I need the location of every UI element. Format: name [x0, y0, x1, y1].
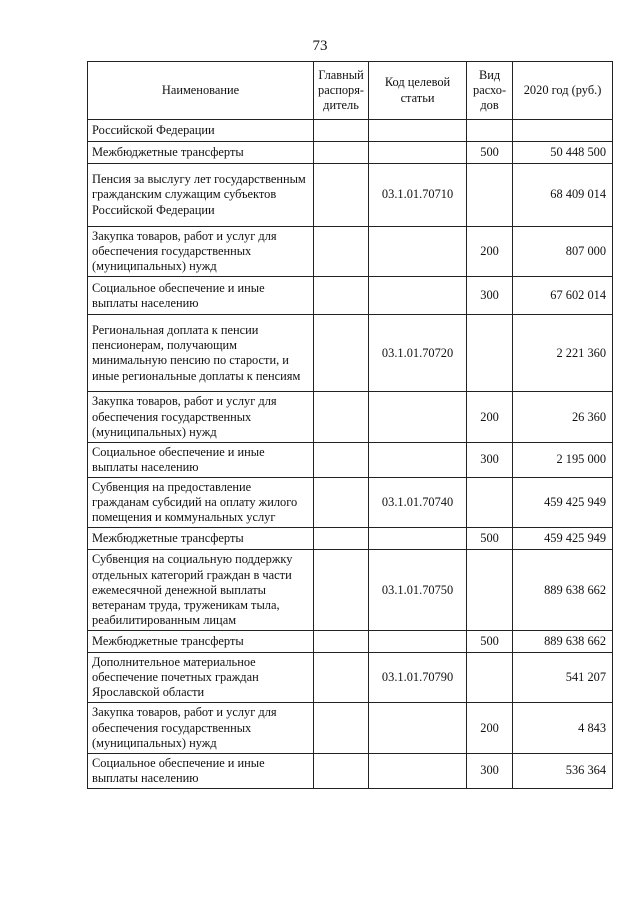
- cell-amount: 50 448 500: [513, 142, 613, 164]
- table-row: [88, 142, 613, 164]
- cell-admin: [314, 631, 369, 653]
- cell-name: Дополнительное материальное обеспечение почетных граждан Ярославской области: [88, 653, 314, 703]
- cell-code: [369, 277, 467, 315]
- cell-type: 500: [467, 528, 513, 550]
- header-admin: Главный распоря-дитель: [314, 62, 369, 120]
- cell-amount: 4 843: [513, 703, 613, 753]
- cell-amount: 807 000: [513, 227, 613, 277]
- cell-name: Пенсия за выслугу лет государственным гражданским служащим субъектов Российской Федерации: [88, 164, 314, 227]
- header-amount: 2020 год (руб.): [513, 62, 613, 120]
- cell-name: Региональная доплата к пенсии пенсионерам, получающим минимальную пенсию по старости, и иные региональные доплаты к пенсиям: [88, 315, 314, 392]
- cell-admin: [314, 442, 369, 477]
- budget-table: [87, 61, 613, 789]
- table-row: [88, 442, 613, 477]
- cell-type: 300: [467, 753, 513, 788]
- table-row: [88, 703, 613, 753]
- cell-type: 200: [467, 703, 513, 753]
- cell-type: 200: [467, 227, 513, 277]
- table-row: [88, 227, 613, 277]
- cell-code: 03.1.01.70720: [369, 315, 467, 392]
- table-row: [88, 164, 613, 227]
- cell-code: [369, 528, 467, 550]
- cell-name: Межбюджетные трансферты: [88, 528, 314, 550]
- table-row: [88, 550, 613, 631]
- cell-type: [467, 315, 513, 392]
- table-row: [88, 315, 613, 392]
- cell-admin: [314, 392, 369, 442]
- cell-name: Закупка товаров, работ и услуг для обеспечения государственных (муниципальных) нужд: [88, 703, 314, 753]
- cell-code: 03.1.01.70790: [369, 653, 467, 703]
- table-body: [88, 120, 613, 789]
- cell-code: 03.1.01.70750: [369, 550, 467, 631]
- cell-code: 03.1.01.70740: [369, 478, 467, 528]
- cell-type: [467, 550, 513, 631]
- table-row: [88, 277, 613, 315]
- cell-amount: 67 602 014: [513, 277, 613, 315]
- table-row: [88, 653, 613, 703]
- cell-type: 200: [467, 392, 513, 442]
- cell-admin: [314, 164, 369, 227]
- cell-name: Социальное обеспечение и иные выплаты населению: [88, 277, 314, 315]
- cell-name: Закупка товаров, работ и услуг для обеспечения государственных (муниципальных) нужд: [88, 392, 314, 442]
- cell-amount: 889 638 662: [513, 631, 613, 653]
- cell-admin: [314, 478, 369, 528]
- cell-code: [369, 631, 467, 653]
- cell-code: [369, 442, 467, 477]
- cell-name: Субвенция на социальную поддержку отдельных категорий граждан в части ежемесячной денежной выплаты ветеранам труда, труженикам тыла, реабилитированным лицам: [88, 550, 314, 631]
- cell-name: Межбюджетные трансферты: [88, 142, 314, 164]
- cell-type: 300: [467, 277, 513, 315]
- cell-amount: 2 221 360: [513, 315, 613, 392]
- table-row: [88, 631, 613, 653]
- cell-admin: [314, 528, 369, 550]
- cell-type: 500: [467, 142, 513, 164]
- cell-name: Российской Федерации: [88, 120, 314, 142]
- cell-type: 500: [467, 631, 513, 653]
- cell-admin: [314, 277, 369, 315]
- cell-name: Закупка товаров, работ и услуг для обеспечения государственных (муниципальных) нужд: [88, 227, 314, 277]
- cell-code: 03.1.01.70710: [369, 164, 467, 227]
- cell-code: [369, 142, 467, 164]
- cell-code: [369, 703, 467, 753]
- cell-admin: [314, 703, 369, 753]
- header-row: [88, 62, 613, 120]
- cell-code: [369, 392, 467, 442]
- cell-code: [369, 227, 467, 277]
- table-header: [88, 62, 613, 120]
- cell-amount: 459 425 949: [513, 528, 613, 550]
- cell-admin: [314, 142, 369, 164]
- cell-type: 300: [467, 442, 513, 477]
- cell-admin: [314, 315, 369, 392]
- table-row: [88, 753, 613, 788]
- cell-admin: [314, 753, 369, 788]
- cell-type: [467, 478, 513, 528]
- cell-amount: 889 638 662: [513, 550, 613, 631]
- cell-name: Субвенция на предоставление гражданам субсидий на оплату жилого помещения и коммунальных услуг: [88, 478, 314, 528]
- cell-amount: 536 364: [513, 753, 613, 788]
- cell-code: [369, 753, 467, 788]
- cell-amount: 68 409 014: [513, 164, 613, 227]
- page-number: 73: [312, 38, 328, 54]
- cell-admin: [314, 120, 369, 142]
- cell-admin: [314, 653, 369, 703]
- cell-amount: 26 360: [513, 392, 613, 442]
- cell-type: [467, 164, 513, 227]
- cell-name: Социальное обеспечение и иные выплаты населению: [88, 442, 314, 477]
- cell-amount: [513, 120, 613, 142]
- cell-name: Социальное обеспечение и иные выплаты населению: [88, 753, 314, 788]
- header-code: Код целевой статьи: [369, 62, 467, 120]
- cell-amount: 541 207: [513, 653, 613, 703]
- header-name: Наименование: [88, 62, 314, 120]
- cell-name: Межбюджетные трансферты: [88, 631, 314, 653]
- table-row: [88, 528, 613, 550]
- cell-type: [467, 653, 513, 703]
- table-row: [88, 120, 613, 142]
- cell-admin: [314, 550, 369, 631]
- table-row: [88, 478, 613, 528]
- cell-type: [467, 120, 513, 142]
- cell-admin: [314, 227, 369, 277]
- cell-amount: 2 195 000: [513, 442, 613, 477]
- table-row: [88, 392, 613, 442]
- cell-code: [369, 120, 467, 142]
- cell-amount: 459 425 949: [513, 478, 613, 528]
- header-type: Вид расхо-дов: [467, 62, 513, 120]
